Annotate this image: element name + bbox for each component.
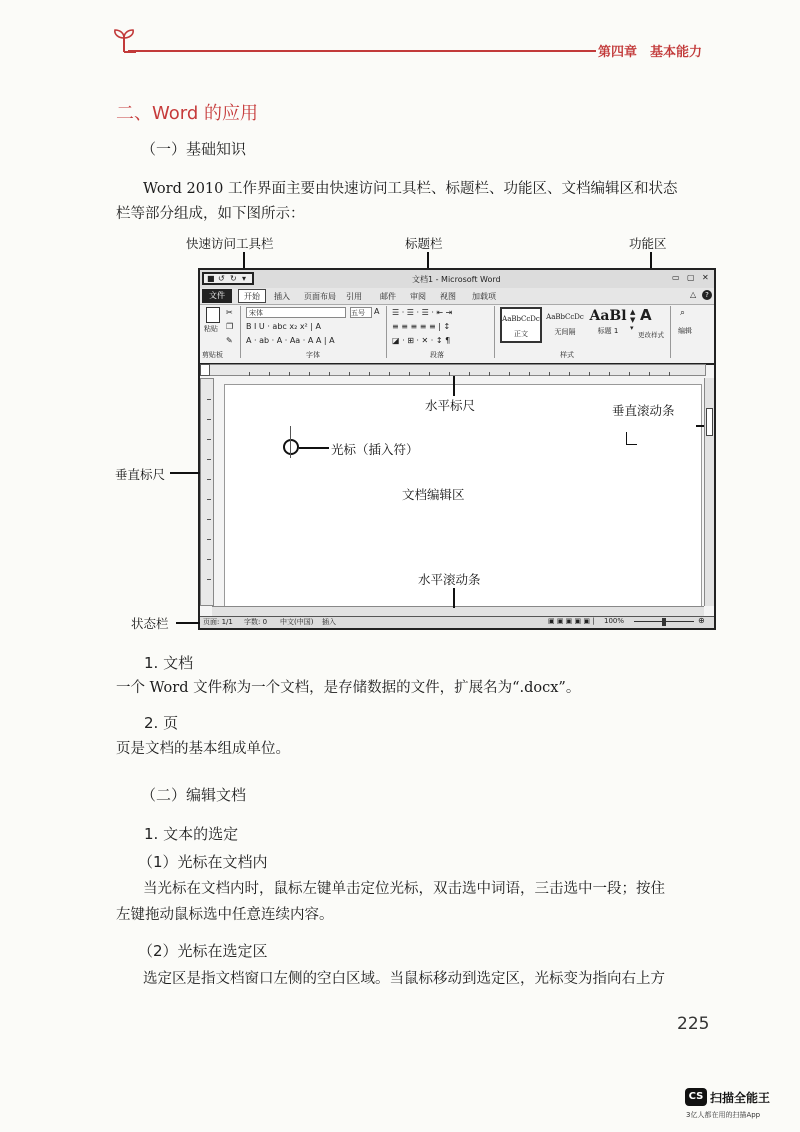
leader-v-scroll bbox=[696, 425, 704, 427]
font-color-row[interactable]: A · ab · A · Aa · A A | A bbox=[246, 336, 335, 345]
item-selection-text-1-line-1: 当光标在文档内时，鼠标左键单击定位光标，双击选中词语，三击选中一段；按住 bbox=[143, 881, 665, 897]
leader-h-ruler bbox=[453, 376, 455, 396]
page-number: 225 bbox=[677, 1014, 710, 1034]
item-selection-text-1-line-2: 左键拖动鼠标选中任意连续内容。 bbox=[116, 907, 334, 923]
window-title: 文档1 - Microsoft Word bbox=[412, 275, 501, 284]
leader-h-scroll bbox=[453, 588, 455, 608]
tab-file[interactable]: 文件 bbox=[202, 289, 232, 303]
leader-cursor bbox=[299, 447, 329, 449]
edit-label[interactable]: 编辑 bbox=[678, 327, 692, 335]
intro-line-2: 栏等部分组成，如下图所示： bbox=[116, 206, 305, 222]
chapter-title: 第四章 基本能力 bbox=[598, 45, 703, 60]
vertical-ruler[interactable] bbox=[200, 378, 214, 606]
label-title-bar: 标题栏 bbox=[405, 236, 443, 251]
intro-line-1: Word 2010 工作界面主要由快速访问工具栏、标题栏、功能区、文档编辑区和状态 bbox=[143, 181, 678, 197]
style-name: 正文 bbox=[514, 330, 528, 338]
mouse-pointer-icon bbox=[626, 432, 637, 445]
maximize-icon[interactable]: ▢ bbox=[687, 273, 695, 282]
style-no-spacing[interactable] bbox=[544, 307, 586, 343]
item-selection-sub-2: （2）光标在选定区 bbox=[138, 942, 268, 960]
horizontal-ruler[interactable] bbox=[208, 364, 706, 376]
camscanner-logo-icon: CS bbox=[685, 1088, 707, 1106]
style-sample: AaBl bbox=[589, 308, 627, 324]
undo-icon[interactable]: ↺ bbox=[218, 274, 225, 283]
text-cursor bbox=[290, 426, 291, 458]
zoom-in-icon[interactable]: ⊕ bbox=[698, 616, 705, 625]
scanner-tagline: 3亿人都在用的扫描App bbox=[686, 1111, 761, 1119]
group-clipboard: 剪贴板 bbox=[202, 351, 223, 359]
redo-icon[interactable]: ↻ bbox=[230, 274, 237, 283]
item-selection-heading-text: 1. 文本的选定 bbox=[144, 825, 239, 843]
horizontal-scrollbar[interactable] bbox=[212, 606, 704, 616]
item-document-heading-text: 1. 文档 bbox=[144, 654, 194, 672]
subsection-heading-basics bbox=[141, 138, 246, 159]
group-font: 字体 bbox=[306, 351, 320, 359]
paste-icon[interactable] bbox=[206, 307, 220, 323]
font-format-row[interactable]: B I U · abc x₂ x² | A bbox=[246, 322, 322, 331]
style-sample: AaBbCcDc bbox=[502, 315, 540, 323]
item-selection-text-2: 选定区是指文档窗口左侧的空白区域。当鼠标移动到选定区，光标变为指向右上方 bbox=[143, 971, 665, 987]
format-painter-icon[interactable]: ✎ bbox=[226, 336, 233, 345]
status-word-count[interactable]: 字数: 0 bbox=[244, 618, 268, 626]
item-document-text: 一个 Word 文件称为一个文档，是存储数据的文件，扩展名为“.docx”。 bbox=[116, 680, 581, 696]
label-status-bar: 状态栏 bbox=[131, 616, 169, 631]
ribbon-collapse-icon[interactable]: △ bbox=[690, 290, 697, 299]
close-icon[interactable]: ✕ bbox=[702, 273, 709, 282]
styles-scroll-icon[interactable]: ▲ ▼ ▾ bbox=[630, 308, 636, 332]
label-vertical-scrollbar: 垂直滚动条 bbox=[612, 403, 675, 418]
help-icon[interactable]: ? bbox=[702, 290, 712, 300]
tab-page-layout[interactable]: 页面布局 bbox=[304, 292, 336, 301]
view-buttons[interactable]: ▣ ▣ ▣ ▣ ▣ | bbox=[548, 617, 595, 625]
leader-status-bar bbox=[176, 622, 200, 624]
style-heading-1[interactable] bbox=[588, 307, 628, 343]
tab-view[interactable]: 视图 bbox=[440, 292, 456, 301]
copy-icon[interactable]: ❐ bbox=[226, 322, 234, 331]
label-horizontal-ruler: 水平标尺 bbox=[425, 398, 476, 413]
change-styles-label[interactable]: 更改样式 bbox=[638, 331, 664, 339]
customize-qat-icon[interactable]: ▾ bbox=[242, 274, 247, 283]
item-page-heading-text: 2. 页 bbox=[144, 714, 179, 732]
label-ribbon: 功能区 bbox=[629, 236, 667, 251]
cut-icon[interactable]: ✂ bbox=[226, 308, 233, 317]
item-page-heading bbox=[144, 712, 178, 733]
tab-review[interactable]: 审阅 bbox=[410, 292, 426, 301]
style-name: 标题 1 bbox=[597, 327, 619, 335]
quick-access-toolbar[interactable] bbox=[202, 272, 254, 285]
item-document-heading bbox=[144, 652, 193, 673]
vertical-scrollbar[interactable] bbox=[704, 378, 714, 606]
tab-insert[interactable]: 插入 bbox=[274, 292, 290, 301]
align-buttons[interactable]: ≡ ≡ ≡ ≡ ≡ | ↕ bbox=[392, 322, 451, 331]
subsection-heading-basics-text: （一）基础知识 bbox=[141, 140, 247, 158]
status-language[interactable]: 中文(中国) bbox=[280, 618, 314, 626]
paste-label[interactable]: 粘贴 bbox=[204, 325, 218, 333]
tab-references[interactable]: 引用 bbox=[346, 292, 362, 301]
label-document-area: 文档编辑区 bbox=[402, 487, 465, 502]
tab-home[interactable]: 开始 bbox=[238, 289, 266, 303]
label-horizontal-scrollbar: 水平滚动条 bbox=[418, 572, 481, 587]
tab-selector[interactable] bbox=[200, 364, 210, 376]
leader-v-ruler bbox=[170, 472, 200, 474]
style-name: 无间隔 bbox=[554, 328, 576, 336]
change-styles-icon[interactable]: A bbox=[640, 306, 652, 324]
status-bar bbox=[200, 616, 714, 628]
label-cursor: 光标（插入符） bbox=[331, 442, 419, 457]
save-icon[interactable]: ■ bbox=[207, 274, 215, 283]
cursor-marker bbox=[283, 439, 299, 455]
group-paragraph: 段落 bbox=[430, 351, 444, 359]
minimize-icon[interactable]: ▭ bbox=[672, 273, 680, 282]
tab-mailings[interactable]: 邮件 bbox=[380, 292, 396, 301]
group-styles: 样式 bbox=[560, 351, 574, 359]
item-selection-heading bbox=[144, 823, 238, 844]
scanner-brand: 扫描全能王 bbox=[710, 1091, 771, 1105]
style-normal[interactable] bbox=[500, 307, 542, 343]
font-name-box[interactable]: 宋体 bbox=[246, 307, 346, 318]
label-vertical-ruler: 垂直标尺 bbox=[115, 467, 166, 482]
label-quick-access-toolbar: 快速访问工具栏 bbox=[186, 236, 274, 251]
item-selection-sub-1: （1）光标在文档内 bbox=[138, 853, 268, 871]
group-divider bbox=[386, 306, 387, 358]
item-page-text: 页是文档的基本组成单位。 bbox=[116, 741, 290, 757]
tab-addins[interactable]: 加载项 bbox=[472, 292, 496, 301]
status-page[interactable]: 页面: 1/1 bbox=[203, 618, 233, 626]
subsection-heading-edit: （二）编辑文档 bbox=[141, 786, 247, 804]
status-insert-mode[interactable]: 插入 bbox=[322, 618, 336, 626]
font-grow-icon[interactable]: A bbox=[374, 307, 380, 316]
group-divider bbox=[494, 306, 495, 358]
style-sample: AaBbCcDc bbox=[546, 313, 584, 321]
zoom-slider-thumb[interactable] bbox=[662, 618, 666, 626]
group-divider bbox=[670, 306, 671, 358]
font-size-box[interactable]: 五号 bbox=[350, 307, 372, 318]
scroll-thumb[interactable] bbox=[706, 408, 713, 436]
shading-buttons[interactable]: ◪ · ⊞ · ✕ · ↕ ¶ bbox=[392, 336, 451, 345]
zoom-level[interactable]: 100% bbox=[604, 617, 625, 625]
section-heading: 二、Word 的应用 bbox=[116, 103, 258, 124]
header-rule bbox=[128, 50, 596, 52]
group-divider bbox=[240, 306, 241, 358]
find-icon[interactable]: ⌕ bbox=[680, 308, 686, 318]
list-buttons[interactable]: ☰ · ☰ · ☰ · ⇤ ⇥ bbox=[392, 308, 453, 317]
